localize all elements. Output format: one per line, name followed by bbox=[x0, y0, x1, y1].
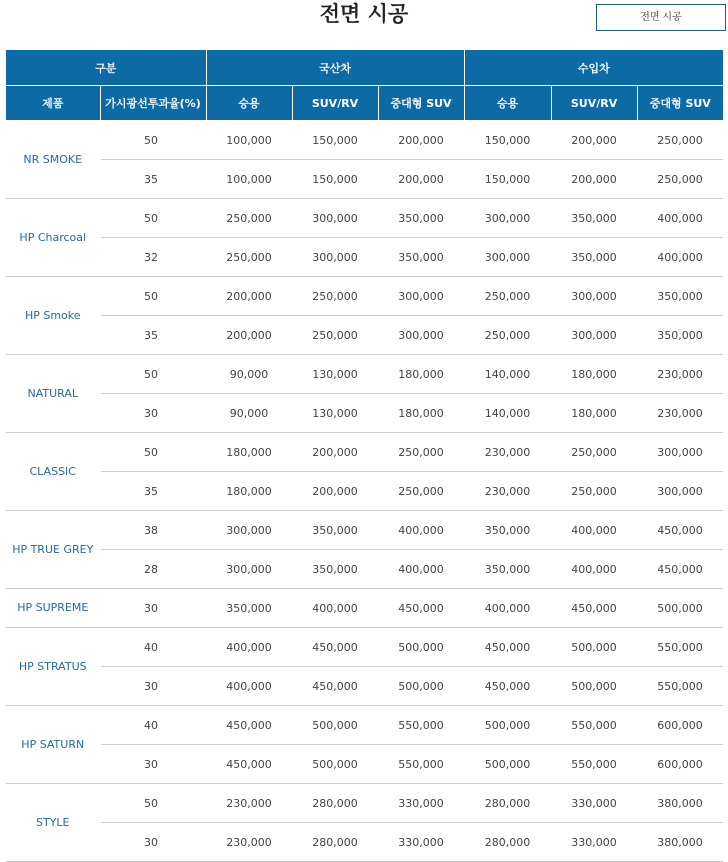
transmittance-value: 50 bbox=[100, 433, 206, 472]
price-cell: 250,000 bbox=[206, 238, 292, 277]
price-cell: 300,000 bbox=[464, 238, 551, 277]
price-cell: 250,000 bbox=[378, 433, 464, 472]
price-cell: 280,000 bbox=[464, 784, 551, 823]
price-cell: 500,000 bbox=[551, 628, 637, 667]
price-cell: 330,000 bbox=[378, 784, 464, 823]
price-cell: 350,000 bbox=[551, 238, 637, 277]
page-title: 전면 시공 bbox=[319, 2, 409, 26]
price-cell: 200,000 bbox=[551, 160, 637, 199]
price-cell: 500,000 bbox=[292, 745, 378, 784]
price-cell: 350,000 bbox=[378, 238, 464, 277]
header-row-columns bbox=[6, 86, 723, 121]
header-import-suv-rv: SUV/RV bbox=[551, 86, 637, 121]
table-row bbox=[6, 355, 723, 394]
price-cell: 500,000 bbox=[378, 628, 464, 667]
price-cell: 300,000 bbox=[378, 277, 464, 316]
header-import-large-suv: 중대형 SUV bbox=[637, 86, 723, 121]
price-cell: 500,000 bbox=[464, 745, 551, 784]
table-row bbox=[6, 394, 723, 433]
product-name: NR SMOKE bbox=[6, 121, 100, 199]
table-row bbox=[6, 199, 723, 238]
header-import: 수입차 bbox=[464, 50, 723, 86]
price-cell: 550,000 bbox=[551, 745, 637, 784]
price-cell: 550,000 bbox=[378, 745, 464, 784]
table-row bbox=[6, 277, 723, 316]
header-domestic-large-suv: 중대형 SUV bbox=[378, 86, 464, 121]
price-cell: 450,000 bbox=[464, 667, 551, 706]
price-cell: 230,000 bbox=[206, 784, 292, 823]
price-cell: 400,000 bbox=[551, 511, 637, 550]
price-cell: 280,000 bbox=[292, 823, 378, 862]
transmittance-value: 30 bbox=[100, 667, 206, 706]
transmittance-value: 35 bbox=[100, 316, 206, 355]
price-cell: 250,000 bbox=[637, 160, 723, 199]
price-cell: 300,000 bbox=[206, 511, 292, 550]
header-domestic: 국산차 bbox=[206, 50, 464, 86]
price-cell: 400,000 bbox=[378, 550, 464, 589]
product-name: HP SUPREME bbox=[6, 589, 100, 628]
table-row bbox=[6, 511, 723, 550]
price-cell: 350,000 bbox=[206, 589, 292, 628]
price-cell: 140,000 bbox=[464, 355, 551, 394]
transmittance-value: 40 bbox=[100, 628, 206, 667]
product-name: HP STRATUS bbox=[6, 628, 100, 706]
price-cell: 300,000 bbox=[378, 316, 464, 355]
product-name: CLASSIC bbox=[6, 433, 100, 511]
price-cell: 400,000 bbox=[206, 667, 292, 706]
price-cell: 300,000 bbox=[551, 316, 637, 355]
header-domestic-sedan: 승용 bbox=[206, 86, 292, 121]
transmittance-value: 50 bbox=[100, 355, 206, 394]
price-cell: 140,000 bbox=[464, 394, 551, 433]
transmittance-value: 30 bbox=[100, 823, 206, 862]
transmittance-value: 50 bbox=[100, 199, 206, 238]
price-cell: 180,000 bbox=[206, 472, 292, 511]
transmittance-value: 30 bbox=[100, 745, 206, 784]
header-group: 구분 bbox=[6, 50, 206, 86]
price-cell: 100,000 bbox=[206, 121, 292, 160]
price-cell: 250,000 bbox=[292, 316, 378, 355]
price-cell: 450,000 bbox=[637, 550, 723, 589]
price-cell: 200,000 bbox=[551, 121, 637, 160]
price-cell: 450,000 bbox=[378, 589, 464, 628]
price-cell: 380,000 bbox=[637, 823, 723, 862]
price-cell: 90,000 bbox=[206, 394, 292, 433]
price-cell: 200,000 bbox=[292, 433, 378, 472]
price-cell: 550,000 bbox=[637, 667, 723, 706]
price-cell: 250,000 bbox=[464, 277, 551, 316]
price-cell: 180,000 bbox=[551, 394, 637, 433]
price-cell: 100,000 bbox=[206, 160, 292, 199]
price-cell: 450,000 bbox=[206, 706, 292, 745]
transmittance-value: 50 bbox=[100, 784, 206, 823]
product-name: HP Smoke bbox=[6, 277, 100, 355]
header-product: 제품 bbox=[6, 86, 100, 121]
header-domestic-suv-rv: SUV/RV bbox=[292, 86, 378, 121]
price-cell: 600,000 bbox=[637, 706, 723, 745]
price-cell: 300,000 bbox=[637, 433, 723, 472]
transmittance-value: 38 bbox=[100, 511, 206, 550]
price-cell: 600,000 bbox=[637, 745, 723, 784]
price-cell: 500,000 bbox=[292, 706, 378, 745]
table-row bbox=[6, 472, 723, 511]
price-cell: 180,000 bbox=[551, 355, 637, 394]
price-cell: 350,000 bbox=[378, 199, 464, 238]
price-cell: 450,000 bbox=[292, 667, 378, 706]
price-cell: 150,000 bbox=[464, 121, 551, 160]
price-cell: 230,000 bbox=[637, 394, 723, 433]
price-cell: 180,000 bbox=[378, 355, 464, 394]
table-row bbox=[6, 823, 723, 862]
price-cell: 300,000 bbox=[637, 472, 723, 511]
table-row bbox=[6, 628, 723, 667]
front-tint-button[interactable]: 전면 시공 bbox=[596, 4, 726, 31]
price-cell: 350,000 bbox=[292, 511, 378, 550]
price-cell: 280,000 bbox=[292, 784, 378, 823]
table-row bbox=[6, 316, 723, 355]
price-cell: 350,000 bbox=[292, 550, 378, 589]
price-cell: 250,000 bbox=[464, 316, 551, 355]
transmittance-value: 28 bbox=[100, 550, 206, 589]
transmittance-value: 40 bbox=[100, 706, 206, 745]
price-cell: 330,000 bbox=[551, 823, 637, 862]
price-cell: 90,000 bbox=[206, 355, 292, 394]
price-cell: 250,000 bbox=[206, 199, 292, 238]
price-cell: 250,000 bbox=[292, 277, 378, 316]
price-cell: 400,000 bbox=[378, 511, 464, 550]
price-cell: 300,000 bbox=[551, 277, 637, 316]
table-row bbox=[6, 121, 723, 160]
table-row bbox=[6, 550, 723, 589]
price-cell: 400,000 bbox=[206, 628, 292, 667]
price-cell: 250,000 bbox=[551, 472, 637, 511]
price-cell: 330,000 bbox=[551, 784, 637, 823]
price-cell: 300,000 bbox=[206, 550, 292, 589]
price-cell: 280,000 bbox=[464, 823, 551, 862]
header-import-sedan: 승용 bbox=[464, 86, 551, 121]
transmittance-value: 35 bbox=[100, 160, 206, 199]
product-name: STYLE bbox=[6, 784, 100, 862]
table-row bbox=[6, 745, 723, 784]
transmittance-value: 30 bbox=[100, 589, 206, 628]
price-cell: 150,000 bbox=[464, 160, 551, 199]
price-cell: 550,000 bbox=[551, 706, 637, 745]
table-row bbox=[6, 589, 723, 628]
price-cell: 350,000 bbox=[637, 316, 723, 355]
price-cell: 500,000 bbox=[551, 667, 637, 706]
price-cell: 200,000 bbox=[378, 121, 464, 160]
price-table-body bbox=[6, 121, 723, 862]
price-cell: 550,000 bbox=[378, 706, 464, 745]
price-cell: 230,000 bbox=[464, 433, 551, 472]
price-cell: 230,000 bbox=[464, 472, 551, 511]
price-cell: 550,000 bbox=[637, 628, 723, 667]
transmittance-value: 32 bbox=[100, 238, 206, 277]
price-cell: 130,000 bbox=[292, 355, 378, 394]
price-cell: 200,000 bbox=[206, 316, 292, 355]
price-cell: 330,000 bbox=[378, 823, 464, 862]
price-cell: 200,000 bbox=[206, 277, 292, 316]
price-cell: 230,000 bbox=[637, 355, 723, 394]
price-cell: 400,000 bbox=[292, 589, 378, 628]
price-cell: 300,000 bbox=[464, 199, 551, 238]
price-cell: 300,000 bbox=[292, 238, 378, 277]
price-cell: 350,000 bbox=[637, 277, 723, 316]
transmittance-value: 35 bbox=[100, 472, 206, 511]
table-row bbox=[6, 706, 723, 745]
product-name: HP TRUE GREY bbox=[6, 511, 100, 589]
price-cell: 400,000 bbox=[464, 589, 551, 628]
price-cell: 350,000 bbox=[464, 511, 551, 550]
table-row bbox=[6, 238, 723, 277]
price-cell: 450,000 bbox=[206, 745, 292, 784]
price-cell: 380,000 bbox=[637, 784, 723, 823]
price-cell: 250,000 bbox=[637, 121, 723, 160]
transmittance-value: 50 bbox=[100, 277, 206, 316]
table-row bbox=[6, 667, 723, 706]
price-cell: 250,000 bbox=[378, 472, 464, 511]
product-name: HP SATURN bbox=[6, 706, 100, 784]
table-row bbox=[6, 784, 723, 823]
product-name: HP Charcoal bbox=[6, 199, 100, 277]
product-name: NATURAL bbox=[6, 355, 100, 433]
price-cell: 500,000 bbox=[378, 667, 464, 706]
price-cell: 450,000 bbox=[637, 511, 723, 550]
price-cell: 450,000 bbox=[292, 628, 378, 667]
price-cell: 180,000 bbox=[206, 433, 292, 472]
price-cell: 180,000 bbox=[378, 394, 464, 433]
price-cell: 200,000 bbox=[378, 160, 464, 199]
header-row-group bbox=[6, 50, 723, 86]
transmittance-value: 30 bbox=[100, 394, 206, 433]
transmittance-value: 50 bbox=[100, 121, 206, 160]
price-table bbox=[6, 50, 723, 862]
price-cell: 300,000 bbox=[292, 199, 378, 238]
price-cell: 450,000 bbox=[551, 589, 637, 628]
price-cell: 250,000 bbox=[551, 433, 637, 472]
price-cell: 350,000 bbox=[551, 199, 637, 238]
price-cell: 150,000 bbox=[292, 121, 378, 160]
price-cell: 450,000 bbox=[464, 628, 551, 667]
price-cell: 400,000 bbox=[637, 238, 723, 277]
price-cell: 400,000 bbox=[637, 199, 723, 238]
price-cell: 230,000 bbox=[206, 823, 292, 862]
header-transmittance: 가시광선투과율(%) bbox=[100, 86, 206, 121]
table-row bbox=[6, 160, 723, 199]
price-cell: 200,000 bbox=[292, 472, 378, 511]
price-cell: 150,000 bbox=[292, 160, 378, 199]
price-cell: 350,000 bbox=[464, 550, 551, 589]
price-cell: 500,000 bbox=[637, 589, 723, 628]
price-cell: 500,000 bbox=[464, 706, 551, 745]
price-cell: 130,000 bbox=[292, 394, 378, 433]
table-row bbox=[6, 433, 723, 472]
price-cell: 400,000 bbox=[551, 550, 637, 589]
